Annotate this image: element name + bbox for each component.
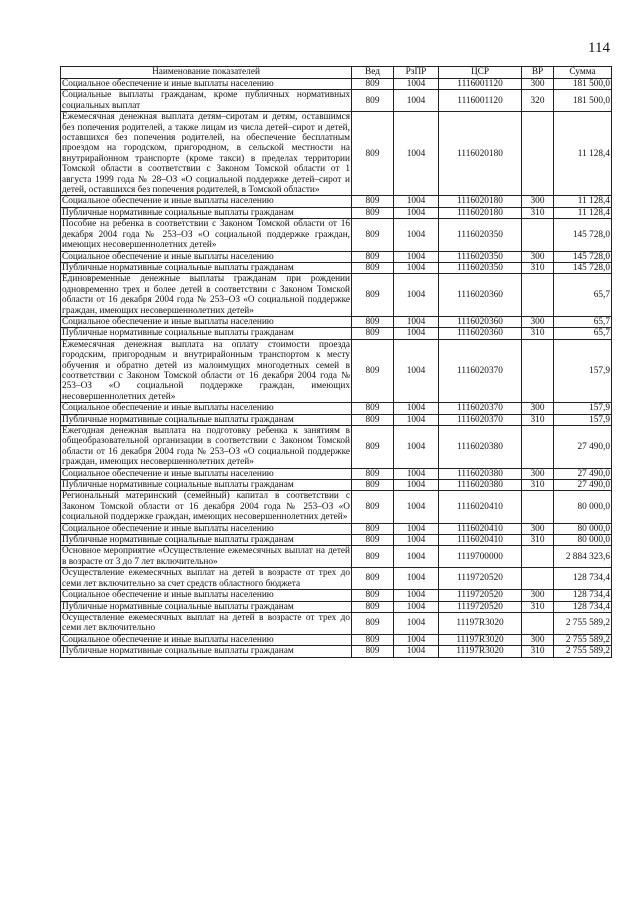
cell-sum: 128 734,4 — [554, 601, 612, 612]
table-row — [61, 262, 612, 273]
table-row — [61, 316, 612, 327]
cell-name: Социальное обеспечение и иные выплаты населению — [61, 403, 352, 414]
cell-name: Публичные нормативные социальные выплаты гражданам — [61, 262, 352, 273]
cell-rzpr: 1004 — [394, 112, 439, 196]
table-row — [61, 468, 612, 479]
table-row — [61, 79, 612, 90]
cell-csr: 1116020380 — [439, 468, 522, 479]
cell-vr — [522, 339, 554, 402]
cell-vr: 310 — [522, 480, 554, 491]
cell-csr: 1116020360 — [439, 328, 522, 339]
cell-rzpr: 1004 — [394, 79, 439, 90]
cell-vr — [522, 219, 554, 251]
cell-name: Публичные нормативные социальные выплаты гражданам — [61, 480, 352, 491]
table-row — [61, 112, 612, 196]
cell-rzpr: 1004 — [394, 601, 439, 612]
cell-csr: 1116020360 — [439, 316, 522, 327]
cell-rzpr: 1004 — [394, 219, 439, 251]
cell-sum: 157,9 — [554, 414, 612, 425]
col-header-ved: Вед — [352, 67, 394, 79]
cell-name: Социальное обеспечение и иные выплаты населению — [61, 634, 352, 645]
cell-sum: 128 734,4 — [554, 590, 612, 601]
cell-name: Пособие на ребенка в соответствии с Законом Томской области от 16 декабря 2004 года № 253–ОЗ «О социальной поддержке граждан, имеющих несовершеннолетних детей» — [62, 219, 350, 251]
cell-vr: 310 — [522, 262, 554, 273]
cell-csr: 11197R3020 — [439, 634, 522, 645]
cell-sum: 65,7 — [554, 274, 612, 317]
cell-rzpr: 1004 — [394, 491, 439, 523]
cell-csr: 1116020410 — [439, 491, 522, 523]
cell-sum: 145 728,0 — [554, 219, 612, 251]
cell-sum: 27 490,0 — [554, 426, 612, 469]
cell-rzpr: 1004 — [394, 468, 439, 479]
cell-ved: 809 — [352, 316, 394, 327]
cell-sum: 27 490,0 — [554, 480, 612, 491]
cell-name: Социальное обеспечение и иные выплаты населению — [61, 316, 352, 327]
cell-sum: 2 884 323,6 — [554, 546, 612, 568]
cell-vr — [522, 274, 554, 317]
table-row — [61, 339, 612, 402]
cell-rzpr: 1004 — [394, 414, 439, 425]
cell-sum: 80 000,0 — [554, 523, 612, 534]
cell-ved: 809 — [352, 403, 394, 414]
cell-ved: 809 — [352, 491, 394, 523]
cell-vr: 300 — [522, 634, 554, 645]
cell-vr: 320 — [522, 90, 554, 112]
col-header-sum: Сумма — [554, 67, 612, 79]
cell-vr: 300 — [522, 196, 554, 207]
cell-ved: 809 — [352, 207, 394, 218]
cell-name: Социальные выплаты гражданам, кроме публичных нормативных социальных выплат — [62, 90, 350, 111]
cell-name: Ежегодная денежная выплата на подготовку ребенка к занятиям в общеобразовательной организации в соответствии с Законом Томской области от 16 декабря 2004 года № 253–ОЗ «О социальной поддержке граждан, имеющих несовершеннолетних детей» — [62, 426, 350, 468]
table-row — [61, 90, 612, 112]
cell-csr: 1119720520 — [439, 590, 522, 601]
cell-vr — [522, 568, 554, 590]
cell-name: Региональный материнский (семейный) капитал в соответствии с Законом Томской области от 16 декабря 2004 года № 253–ОЗ «О социальной поддержке граждан, имеющих несовершеннолетних детей» — [62, 491, 350, 523]
table-row — [61, 568, 612, 590]
cell-name: Единовременные денежные выплаты гражданам при рождении одновременно трех и более детей в соответствии с Законом Томской области от 16 декабря 2004 года № 253–ОЗ «О социальной поддержке граждан, имеющих несовершеннолетних детей» — [62, 274, 350, 316]
cell-name: Ежемесячная денежная выплата детям–сиротам и детям, оставшимся без попечения родителей, а также лицам из числа детей–сирот и детей, оставшихся без попечения родителей, на обеспечение бесплатным проездом на городском, пригородном, в сельской местности на внутрирайонном транспорте (кроме такси) в пределах территории Томской области в соответствии с Законом Томской области от 1 августа 1999 года № 28–ОЗ «О социальной поддержке детей–сирот и детей, оставшихся без попечения родителей, в Томской области» — [62, 112, 350, 196]
cell-csr: 1116020410 — [439, 535, 522, 546]
cell-name: Социальное обеспечение и иные выплаты населению — [61, 196, 352, 207]
cell-ved: 809 — [352, 112, 394, 196]
table-row — [61, 634, 612, 645]
cell-vr — [522, 546, 554, 568]
cell-sum: 157,9 — [554, 403, 612, 414]
page-number: 114 — [588, 40, 610, 56]
cell-rzpr: 1004 — [394, 634, 439, 645]
cell-rzpr: 1004 — [394, 251, 439, 262]
cell-rzpr: 1004 — [394, 480, 439, 491]
cell-ved: 809 — [352, 601, 394, 612]
cell-name: Социальное обеспечение и иные выплаты населению — [61, 590, 352, 601]
cell-csr: 11197R3020 — [439, 646, 522, 657]
cell-rzpr: 1004 — [394, 196, 439, 207]
cell-vr: 300 — [522, 523, 554, 534]
cell-ved: 809 — [352, 546, 394, 568]
cell-vr: 310 — [522, 207, 554, 218]
cell-name: Публичные нормативные социальные выплаты гражданам — [61, 328, 352, 339]
cell-sum: 181 500,0 — [554, 79, 612, 90]
cell-ved: 809 — [352, 262, 394, 273]
cell-ved: 809 — [352, 634, 394, 645]
cell-ved: 809 — [352, 426, 394, 469]
cell-name: Публичные нормативные социальные выплаты гражданам — [61, 535, 352, 546]
cell-vr — [522, 426, 554, 469]
cell-sum: 65,7 — [554, 328, 612, 339]
cell-sum: 27 490,0 — [554, 468, 612, 479]
cell-rzpr: 1004 — [394, 316, 439, 327]
col-header-name: Наименование показателей — [61, 67, 352, 79]
cell-csr: 1116020180 — [439, 196, 522, 207]
cell-rzpr: 1004 — [394, 612, 439, 634]
cell-name: Осуществление ежемесячных выплат на детей в возрасте от трех до семи лет включительно — [62, 612, 350, 634]
cell-sum: 2 755 589,2 — [554, 634, 612, 645]
cell-rzpr: 1004 — [394, 274, 439, 317]
cell-vr — [522, 112, 554, 196]
table-row — [61, 328, 612, 339]
cell-rzpr: 1004 — [394, 546, 439, 568]
cell-csr: 1116020350 — [439, 262, 522, 273]
cell-csr: 1116020350 — [439, 219, 522, 251]
cell-vr: 300 — [522, 79, 554, 90]
table-row — [61, 219, 612, 251]
cell-ved: 809 — [352, 590, 394, 601]
cell-rzpr: 1004 — [394, 90, 439, 112]
budget-table — [60, 66, 612, 658]
cell-ved: 809 — [352, 468, 394, 479]
cell-name: Публичные нормативные социальные выплаты гражданам — [61, 646, 352, 657]
cell-rzpr: 1004 — [394, 646, 439, 657]
table-row — [61, 523, 612, 534]
cell-rzpr: 1004 — [394, 207, 439, 218]
cell-csr: 1116020380 — [439, 480, 522, 491]
cell-ved: 809 — [352, 251, 394, 262]
cell-csr: 1116020370 — [439, 403, 522, 414]
cell-name: Публичные нормативные социальные выплаты гражданам — [61, 601, 352, 612]
cell-csr: 1119720520 — [439, 568, 522, 590]
cell-csr: 1116020410 — [439, 523, 522, 534]
table-row — [61, 480, 612, 491]
cell-name: Публичные нормативные социальные выплаты гражданам — [61, 207, 352, 218]
col-header-rzpr: РзПР — [394, 67, 439, 79]
cell-csr: 1116001120 — [439, 79, 522, 90]
table-row — [61, 612, 612, 634]
cell-rzpr: 1004 — [394, 403, 439, 414]
cell-name: Основное мероприятие «Осуществление ежемесячных выплат на детей в возрасте от 3 до 7 лет включительно» — [62, 546, 350, 567]
cell-sum: 80 000,0 — [554, 491, 612, 523]
table-row — [61, 196, 612, 207]
cell-csr: 1116020180 — [439, 112, 522, 196]
cell-csr: 1116001120 — [439, 90, 522, 112]
cell-sum: 145 728,0 — [554, 251, 612, 262]
cell-ved: 809 — [352, 79, 394, 90]
table-row — [61, 251, 612, 262]
cell-ved: 809 — [352, 274, 394, 317]
cell-ved: 809 — [352, 196, 394, 207]
cell-csr: 1116020350 — [439, 251, 522, 262]
cell-vr — [522, 612, 554, 634]
cell-ved: 809 — [352, 414, 394, 425]
cell-csr: 1116020370 — [439, 339, 522, 402]
cell-csr: 1116020370 — [439, 414, 522, 425]
cell-ved: 809 — [352, 612, 394, 634]
cell-vr: 310 — [522, 328, 554, 339]
cell-rzpr: 1004 — [394, 523, 439, 534]
cell-vr: 300 — [522, 251, 554, 262]
cell-rzpr: 1004 — [394, 426, 439, 469]
cell-vr: 300 — [522, 468, 554, 479]
cell-vr: 310 — [522, 646, 554, 657]
cell-ved: 809 — [352, 90, 394, 112]
cell-sum: 11 128,4 — [554, 112, 612, 196]
cell-name: Ежемесячная денежная выплата на оплату стоимости проезда городским, пригородным и внутрирайонным транспортом к месту обучения и обратно детей из малоимущих многодетных семей в соответствии с Законом Томской области от 16 декабря 2004 года № 253–ОЗ «О социальной поддержке граждан, имеющих несовершеннолетних детей» — [62, 339, 350, 402]
table-row — [61, 646, 612, 657]
cell-name: Публичные нормативные социальные выплаты гражданам — [61, 414, 352, 425]
cell-vr: 310 — [522, 601, 554, 612]
cell-sum: 11 128,4 — [554, 196, 612, 207]
cell-rzpr: 1004 — [394, 339, 439, 402]
cell-name: Социальное обеспечение и иные выплаты населению — [61, 251, 352, 262]
table-row — [61, 535, 612, 546]
cell-ved: 809 — [352, 339, 394, 402]
cell-sum: 157,9 — [554, 339, 612, 402]
cell-sum: 2 755 589,2 — [554, 612, 612, 634]
cell-ved: 809 — [352, 480, 394, 491]
cell-rzpr: 1004 — [394, 568, 439, 590]
cell-rzpr: 1004 — [394, 590, 439, 601]
cell-ved: 809 — [352, 523, 394, 534]
cell-name: Социальное обеспечение и иные выплаты населению — [61, 468, 352, 479]
cell-csr: 1116020360 — [439, 274, 522, 317]
cell-sum: 65,7 — [554, 316, 612, 327]
cell-csr: 1119700000 — [439, 546, 522, 568]
table-row — [61, 546, 612, 568]
cell-sum: 11 128,4 — [554, 207, 612, 218]
col-header-csr: ЦСР — [439, 67, 522, 79]
table-row — [61, 274, 612, 317]
table-row — [61, 414, 612, 425]
cell-sum: 128 734,4 — [554, 568, 612, 590]
cell-csr: 1119720520 — [439, 601, 522, 612]
cell-name: Социальное обеспечение и иные выплаты населению — [61, 79, 352, 90]
table-row — [61, 207, 612, 218]
cell-vr: 300 — [522, 590, 554, 601]
cell-sum: 181 500,0 — [554, 90, 612, 112]
cell-name: Осуществление ежемесячных выплат на детей в возрасте от трех до семи лет включительно за счет средств областного бюджета — [62, 568, 350, 589]
col-header-vr: ВР — [522, 67, 554, 79]
cell-ved: 809 — [352, 568, 394, 590]
table-row — [61, 403, 612, 414]
table-row — [61, 590, 612, 601]
cell-vr: 310 — [522, 535, 554, 546]
cell-rzpr: 1004 — [394, 535, 439, 546]
cell-sum: 145 728,0 — [554, 262, 612, 273]
cell-csr: 1116020180 — [439, 207, 522, 218]
table-row — [61, 601, 612, 612]
table-row — [61, 426, 612, 469]
cell-ved: 809 — [352, 646, 394, 657]
cell-ved: 809 — [352, 535, 394, 546]
cell-vr: 310 — [522, 414, 554, 425]
cell-sum: 2 755 589,2 — [554, 646, 612, 657]
cell-rzpr: 1004 — [394, 328, 439, 339]
cell-csr: 11197R3020 — [439, 612, 522, 634]
cell-name: Социальное обеспечение и иные выплаты населению — [61, 523, 352, 534]
cell-vr: 300 — [522, 316, 554, 327]
cell-vr: 300 — [522, 403, 554, 414]
cell-vr — [522, 491, 554, 523]
cell-ved: 809 — [352, 219, 394, 251]
table-header-row — [61, 67, 612, 79]
table-row — [61, 491, 612, 523]
cell-csr: 1116020380 — [439, 426, 522, 469]
cell-ved: 809 — [352, 328, 394, 339]
cell-sum: 80 000,0 — [554, 535, 612, 546]
cell-rzpr: 1004 — [394, 262, 439, 273]
